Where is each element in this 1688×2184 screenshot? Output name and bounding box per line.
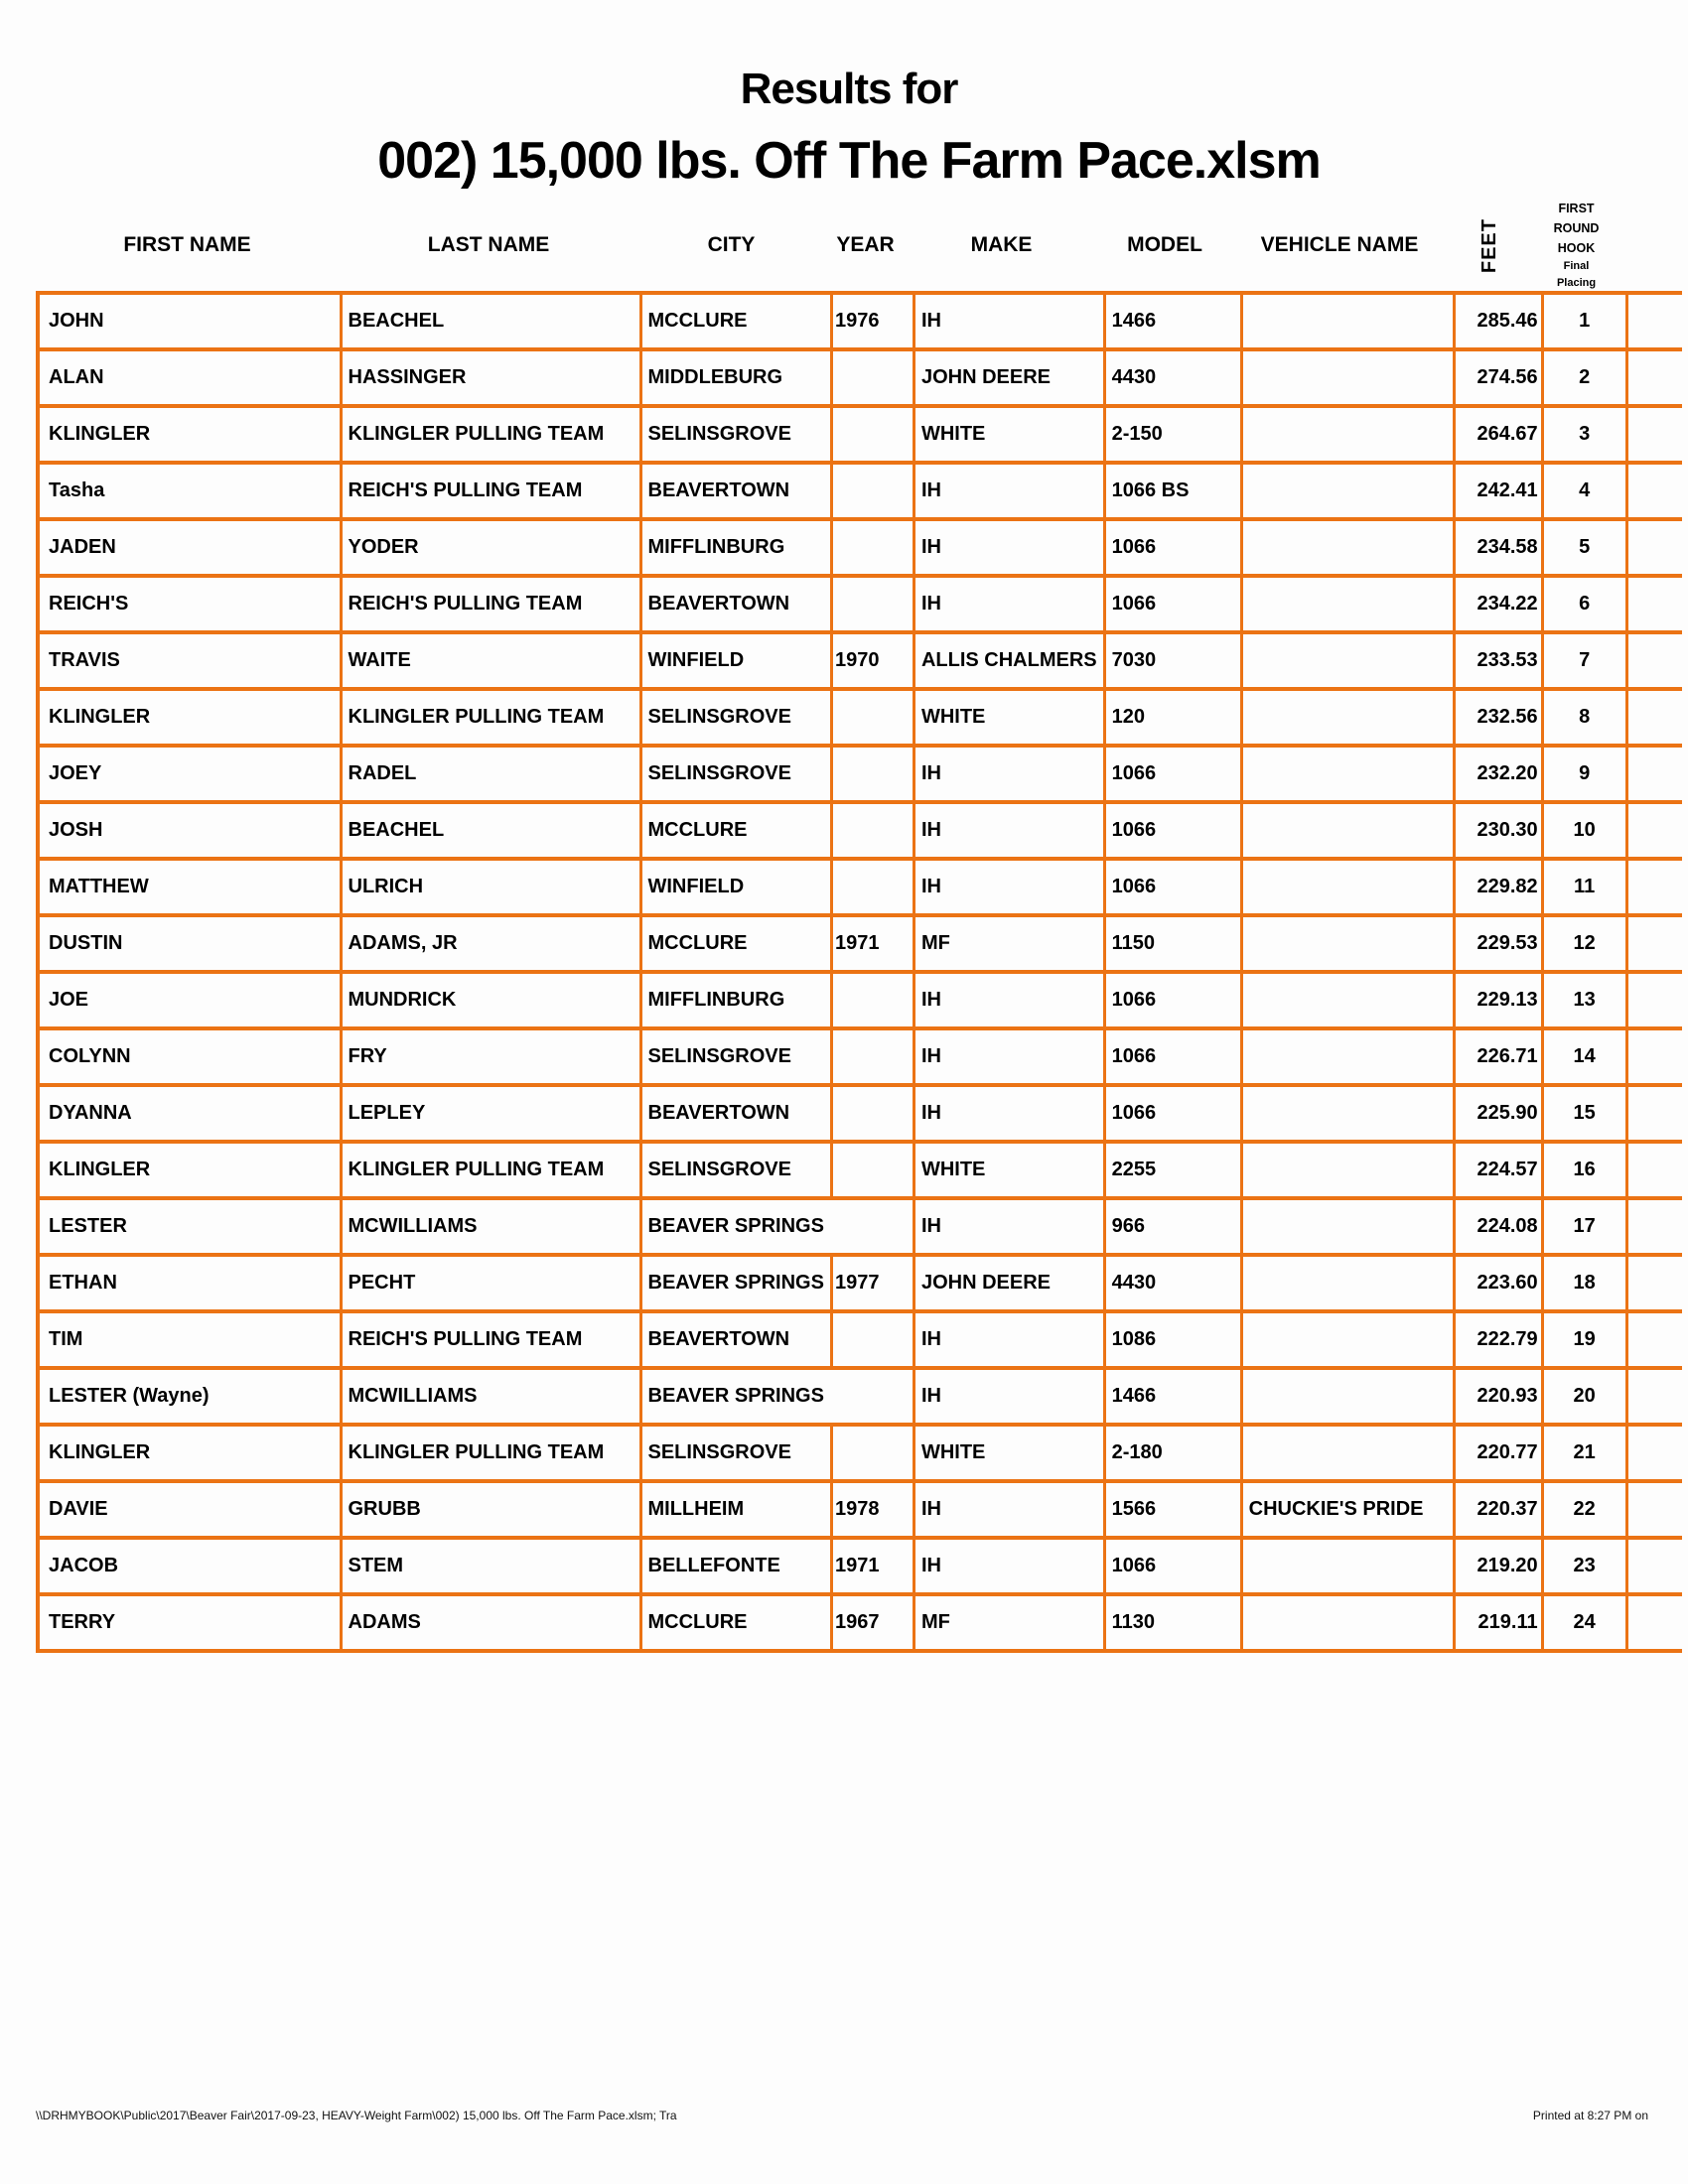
row-edge-spacer [1626, 1481, 1682, 1538]
cell-model: 1130 [1104, 1594, 1241, 1651]
cell-vehicle-name [1241, 1538, 1454, 1594]
cell-placing: 18 [1542, 1255, 1626, 1311]
cell-first-name: MATTHEW [38, 859, 341, 915]
row-edge-spacer [1626, 915, 1682, 972]
cell-last-name: ADAMS, JR [341, 915, 640, 972]
cell-year [831, 859, 914, 915]
row-edge-spacer [1626, 406, 1682, 463]
cell-last-name: HASSINGER [341, 349, 640, 406]
row-edge-spacer [1626, 293, 1682, 349]
cell-make: MF [914, 915, 1104, 972]
cell-year [831, 1085, 914, 1142]
cell-feet: 232.56 [1454, 689, 1542, 746]
footer-printed-at: Printed at 8:27 PM on [1532, 2109, 1648, 2122]
cell-placing: 23 [1542, 1538, 1626, 1594]
cell-feet: 230.30 [1454, 802, 1542, 859]
cell-vehicle-name [1241, 519, 1454, 576]
cell-make: IH [914, 972, 1104, 1028]
cell-first-name: JOHN [38, 293, 341, 349]
cell-feet: 219.20 [1454, 1538, 1542, 1594]
cell-model: 1066 [1104, 1085, 1241, 1142]
cell-model: 1466 [1104, 293, 1241, 349]
cell-placing: 19 [1542, 1311, 1626, 1368]
column-header-placing [1534, 199, 1618, 292]
table-row [38, 519, 1682, 576]
cell-vehicle-name [1241, 859, 1454, 915]
cell-first-name: DUSTIN [38, 915, 341, 972]
row-edge-spacer [1626, 576, 1682, 632]
cell-make: IH [914, 746, 1104, 802]
cell-model: 1066 BS [1104, 463, 1241, 519]
cell-make: JOHN DEERE [914, 349, 1104, 406]
table-row [38, 972, 1682, 1028]
row-edge-spacer [1626, 1311, 1682, 1368]
table-row [38, 1085, 1682, 1142]
row-edge-spacer [1626, 802, 1682, 859]
cell-last-name: STEM [341, 1538, 640, 1594]
cell-city: SELINSGROVE [640, 746, 831, 802]
cell-last-name: REICH'S PULLING TEAM [341, 576, 640, 632]
row-edge-spacer [1626, 1028, 1682, 1085]
cell-make: IH [914, 1481, 1104, 1538]
table-row [38, 1028, 1682, 1085]
placing-header-line: ROUND [1553, 221, 1600, 235]
cell-make: IH [914, 1368, 1104, 1425]
cell-last-name: KLINGLER PULLING TEAM [341, 406, 640, 463]
cell-placing: 11 [1542, 859, 1626, 915]
cell-year: 1967 [831, 1594, 914, 1651]
cell-feet: 274.56 [1454, 349, 1542, 406]
cell-last-name: MCWILLIAMS [341, 1198, 640, 1255]
cell-vehicle-name [1241, 1311, 1454, 1368]
cell-year [831, 406, 914, 463]
cell-vehicle-name [1241, 406, 1454, 463]
cell-make: MF [914, 1594, 1104, 1651]
cell-placing: 10 [1542, 802, 1626, 859]
footer-file-path: \\DRHMYBOOK\Public\2017\Beaver Fair\2017-09-23, HEAVY-Weight Farm\002) 15,000 lbs. Off The Farm Pace.xlsm; Tra [36, 2109, 677, 2122]
row-edge-spacer [1626, 1425, 1682, 1481]
cell-city: SELINSGROVE [640, 1028, 831, 1085]
cell-city: BEAVERTOWN [640, 576, 831, 632]
cell-placing: 5 [1542, 519, 1626, 576]
cell-city: MIDDLEBURG [640, 349, 831, 406]
cell-city: SELINSGROVE [640, 1425, 831, 1481]
cell-model: 1566 [1104, 1481, 1241, 1538]
cell-first-name: TIM [38, 1311, 341, 1368]
cell-last-name: ADAMS [341, 1594, 640, 1651]
row-edge-spacer [1626, 859, 1682, 915]
cell-last-name: ULRICH [341, 859, 640, 915]
page-title-line1: Results for [740, 65, 958, 113]
cell-feet: 264.67 [1454, 406, 1542, 463]
cell-vehicle-name [1241, 1085, 1454, 1142]
row-edge-spacer [1626, 1594, 1682, 1651]
cell-last-name: MCWILLIAMS [341, 1368, 640, 1425]
column-header-model: MODEL [1127, 233, 1202, 256]
cell-placing: 17 [1542, 1198, 1626, 1255]
cell-first-name: JOE [38, 972, 341, 1028]
cell-year: 1978 [831, 1481, 914, 1538]
cell-vehicle-name [1241, 1028, 1454, 1085]
cell-first-name: LESTER (Wayne) [38, 1368, 341, 1425]
cell-make: WHITE [914, 1142, 1104, 1198]
cell-first-name: KLINGLER [38, 1142, 341, 1198]
cell-placing: 24 [1542, 1594, 1626, 1651]
cell-year [831, 1311, 914, 1368]
cell-feet: 234.22 [1454, 576, 1542, 632]
cell-feet: 242.41 [1454, 463, 1542, 519]
cell-vehicle-name [1241, 1198, 1454, 1255]
cell-make: IH [914, 576, 1104, 632]
row-edge-spacer [1626, 1198, 1682, 1255]
table-row [38, 406, 1682, 463]
cell-vehicle-name [1241, 632, 1454, 689]
column-header-feet: FEET [1478, 218, 1500, 274]
row-edge-spacer [1626, 463, 1682, 519]
cell-vehicle-name [1241, 802, 1454, 859]
cell-make: WHITE [914, 1425, 1104, 1481]
cell-first-name: KLINGLER [38, 406, 341, 463]
cell-placing: 22 [1542, 1481, 1626, 1538]
cell-first-name: JACOB [38, 1538, 341, 1594]
cell-city: MCCLURE [640, 802, 831, 859]
cell-city: MILLHEIM [640, 1481, 831, 1538]
row-edge-spacer [1626, 349, 1682, 406]
row-edge-spacer [1626, 632, 1682, 689]
cell-model: 120 [1104, 689, 1241, 746]
column-header-make: MAKE [970, 233, 1033, 256]
table-row [38, 1425, 1682, 1481]
column-header-vehicle-name: VEHICLE NAME [1260, 233, 1419, 256]
row-edge-spacer [1626, 1255, 1682, 1311]
cell-make: IH [914, 1538, 1104, 1594]
row-edge-spacer [1626, 746, 1682, 802]
cell-city: SELINSGROVE [640, 1142, 831, 1198]
row-edge-spacer [1626, 1085, 1682, 1142]
cell-year [831, 463, 914, 519]
cell-model: 2255 [1104, 1142, 1241, 1198]
cell-city: MIFFLINBURG [640, 519, 831, 576]
cell-year: 1977 [831, 1255, 914, 1311]
cell-city: WINFIELD [640, 859, 831, 915]
cell-last-name: KLINGLER PULLING TEAM [341, 1142, 640, 1198]
cell-vehicle-name [1241, 349, 1454, 406]
column-header-first-name: FIRST NAME [123, 233, 251, 256]
cell-last-name: MUNDRICK [341, 972, 640, 1028]
cell-make: WHITE [914, 689, 1104, 746]
cell-city: BEAVERTOWN [640, 1311, 831, 1368]
cell-last-name: PECHT [341, 1255, 640, 1311]
cell-model: 7030 [1104, 632, 1241, 689]
cell-year [831, 689, 914, 746]
table-row [38, 1311, 1682, 1368]
cell-model: 1086 [1104, 1311, 1241, 1368]
cell-placing: 4 [1542, 463, 1626, 519]
cell-year: 1971 [831, 915, 914, 972]
cell-vehicle-name [1241, 915, 1454, 972]
cell-feet: 222.79 [1454, 1311, 1542, 1368]
cell-year: 1971 [831, 1538, 914, 1594]
placing-header-line: Placing [1556, 277, 1597, 289]
cell-first-name: KLINGLER [38, 1425, 341, 1481]
cell-year [831, 802, 914, 859]
cell-placing: 21 [1542, 1425, 1626, 1481]
cell-city: BEAVERTOWN [640, 463, 831, 519]
cell-model: 1066 [1104, 746, 1241, 802]
table-row [38, 349, 1682, 406]
column-header-year: YEAR [836, 233, 895, 256]
cell-vehicle-name [1241, 1425, 1454, 1481]
table-row [38, 1142, 1682, 1198]
cell-last-name: YODER [341, 519, 640, 576]
cell-city: MCCLURE [640, 293, 831, 349]
cell-year [831, 1028, 914, 1085]
cell-make: IH [914, 1198, 1104, 1255]
cell-last-name: BEACHEL [341, 293, 640, 349]
cell-first-name: LESTER [38, 1198, 341, 1255]
cell-last-name: WAITE [341, 632, 640, 689]
cell-model: 966 [1104, 1198, 1241, 1255]
cell-make: IH [914, 1028, 1104, 1085]
cell-city: BEAVERTOWN [640, 1085, 831, 1142]
cell-city: MCCLURE [640, 1594, 831, 1651]
cell-model: 2-180 [1104, 1425, 1241, 1481]
cell-feet: 219.11 [1454, 1594, 1542, 1651]
table-row [38, 463, 1682, 519]
cell-city: BEAVER SPRINGS [640, 1255, 831, 1311]
table-row [38, 859, 1682, 915]
table-row [38, 1255, 1682, 1311]
cell-feet: 232.20 [1454, 746, 1542, 802]
table-row [38, 293, 1682, 349]
cell-placing: 1 [1542, 293, 1626, 349]
cell-model: 1066 [1104, 519, 1241, 576]
row-edge-spacer [1626, 519, 1682, 576]
results-table [36, 291, 1682, 1653]
cell-placing: 7 [1542, 632, 1626, 689]
row-edge-spacer [1626, 1142, 1682, 1198]
cell-make: IH [914, 463, 1104, 519]
cell-model: 4430 [1104, 1255, 1241, 1311]
cell-first-name: TRAVIS [38, 632, 341, 689]
cell-last-name: REICH'S PULLING TEAM [341, 463, 640, 519]
cell-year: 1970 [831, 632, 914, 689]
cell-vehicle-name [1241, 463, 1454, 519]
cell-feet: 229.82 [1454, 859, 1542, 915]
cell-model: 1066 [1104, 1028, 1241, 1085]
cell-make: ALLIS CHALMERS [914, 632, 1104, 689]
cell-city: SELINSGROVE [640, 406, 831, 463]
cell-model: 1066 [1104, 576, 1241, 632]
column-header-city: CITY [707, 233, 756, 256]
cell-year [831, 1142, 914, 1198]
cell-make: IH [914, 859, 1104, 915]
cell-model: 2-150 [1104, 406, 1241, 463]
cell-first-name: DYANNA [38, 1085, 341, 1142]
cell-placing: 13 [1542, 972, 1626, 1028]
cell-feet: 229.13 [1454, 972, 1542, 1028]
cell-city: BEAVER SPRINGS [640, 1198, 914, 1255]
cell-feet: 233.53 [1454, 632, 1542, 689]
cell-vehicle-name: CHUCKIE'S PRIDE [1241, 1481, 1454, 1538]
cell-feet: 224.08 [1454, 1198, 1542, 1255]
cell-first-name: ETHAN [38, 1255, 341, 1311]
table-row [38, 1538, 1682, 1594]
row-edge-spacer [1626, 1368, 1682, 1425]
cell-year [831, 746, 914, 802]
cell-city: SELINSGROVE [640, 689, 831, 746]
cell-first-name: DAVIE [38, 1481, 341, 1538]
cell-model: 1066 [1104, 1538, 1241, 1594]
cell-year [831, 349, 914, 406]
cell-last-name: LEPLEY [341, 1085, 640, 1142]
placing-header-line: HOOK [1557, 241, 1596, 255]
cell-make: IH [914, 1085, 1104, 1142]
placing-header-line: FIRST [1558, 202, 1595, 215]
cell-model: 1066 [1104, 802, 1241, 859]
cell-make: IH [914, 293, 1104, 349]
cell-first-name: JOSH [38, 802, 341, 859]
cell-make: IH [914, 802, 1104, 859]
cell-first-name: ALAN [38, 349, 341, 406]
cell-vehicle-name [1241, 689, 1454, 746]
cell-feet: 226.71 [1454, 1028, 1542, 1085]
cell-city: MIFFLINBURG [640, 972, 831, 1028]
table-row [38, 915, 1682, 972]
cell-first-name: Tasha [38, 463, 341, 519]
page-title-line2: 002) 15,000 lbs. Off The Farm Pace.xlsm [377, 132, 1321, 190]
cell-last-name: KLINGLER PULLING TEAM [341, 1425, 640, 1481]
cell-year: 1976 [831, 293, 914, 349]
cell-feet: 229.53 [1454, 915, 1542, 972]
table-row [38, 576, 1682, 632]
cell-model: 1150 [1104, 915, 1241, 972]
cell-vehicle-name [1241, 1594, 1454, 1651]
placing-header-line: Final [1563, 260, 1590, 272]
cell-first-name: COLYNN [38, 1028, 341, 1085]
cell-model: 1066 [1104, 859, 1241, 915]
cell-placing: 9 [1542, 746, 1626, 802]
cell-feet: 285.46 [1454, 293, 1542, 349]
cell-vehicle-name [1241, 746, 1454, 802]
cell-make: WHITE [914, 406, 1104, 463]
cell-year [831, 1425, 914, 1481]
cell-first-name: TERRY [38, 1594, 341, 1651]
cell-city: BELLEFONTE [640, 1538, 831, 1594]
cell-feet: 220.37 [1454, 1481, 1542, 1538]
cell-placing: 3 [1542, 406, 1626, 463]
cell-feet: 223.60 [1454, 1255, 1542, 1311]
table-row [38, 1198, 1682, 1255]
cell-city: MCCLURE [640, 915, 831, 972]
cell-placing: 15 [1542, 1085, 1626, 1142]
cell-last-name: FRY [341, 1028, 640, 1085]
cell-make: JOHN DEERE [914, 1255, 1104, 1311]
cell-model: 4430 [1104, 349, 1241, 406]
cell-last-name: REICH'S PULLING TEAM [341, 1311, 640, 1368]
cell-last-name: KLINGLER PULLING TEAM [341, 689, 640, 746]
cell-city: BEAVER SPRINGS [640, 1368, 914, 1425]
cell-placing: 20 [1542, 1368, 1626, 1425]
cell-make: IH [914, 1311, 1104, 1368]
row-edge-spacer [1626, 972, 1682, 1028]
cell-model: 1066 [1104, 972, 1241, 1028]
cell-placing: 2 [1542, 349, 1626, 406]
cell-feet: 234.58 [1454, 519, 1542, 576]
cell-feet: 220.93 [1454, 1368, 1542, 1425]
cell-last-name: RADEL [341, 746, 640, 802]
cell-placing: 8 [1542, 689, 1626, 746]
cell-placing: 6 [1542, 576, 1626, 632]
cell-first-name: JOEY [38, 746, 341, 802]
cell-first-name: JADEN [38, 519, 341, 576]
column-header-last-name: LAST NAME [427, 233, 550, 256]
cell-vehicle-name [1241, 1368, 1454, 1425]
cell-placing: 16 [1542, 1142, 1626, 1198]
cell-vehicle-name [1241, 972, 1454, 1028]
table-row [38, 1368, 1682, 1425]
cell-vehicle-name [1241, 293, 1454, 349]
cell-model: 1466 [1104, 1368, 1241, 1425]
table-row [38, 746, 1682, 802]
table-row [38, 1594, 1682, 1651]
cell-placing: 12 [1542, 915, 1626, 972]
cell-year [831, 576, 914, 632]
cell-year [831, 972, 914, 1028]
cell-first-name: REICH'S [38, 576, 341, 632]
table-row [38, 802, 1682, 859]
table-row [38, 1481, 1682, 1538]
cell-feet: 225.90 [1454, 1085, 1542, 1142]
table-row [38, 632, 1682, 689]
cell-vehicle-name [1241, 1142, 1454, 1198]
cell-vehicle-name [1241, 1255, 1454, 1311]
cell-placing: 14 [1542, 1028, 1626, 1085]
cell-make: IH [914, 519, 1104, 576]
cell-city: WINFIELD [640, 632, 831, 689]
cell-last-name: BEACHEL [341, 802, 640, 859]
cell-feet: 220.77 [1454, 1425, 1542, 1481]
cell-feet: 224.57 [1454, 1142, 1542, 1198]
cell-first-name: KLINGLER [38, 689, 341, 746]
row-edge-spacer [1626, 689, 1682, 746]
row-edge-spacer [1626, 1538, 1682, 1594]
table-row [38, 689, 1682, 746]
cell-vehicle-name [1241, 576, 1454, 632]
cell-last-name: GRUBB [341, 1481, 640, 1538]
cell-year [831, 519, 914, 576]
